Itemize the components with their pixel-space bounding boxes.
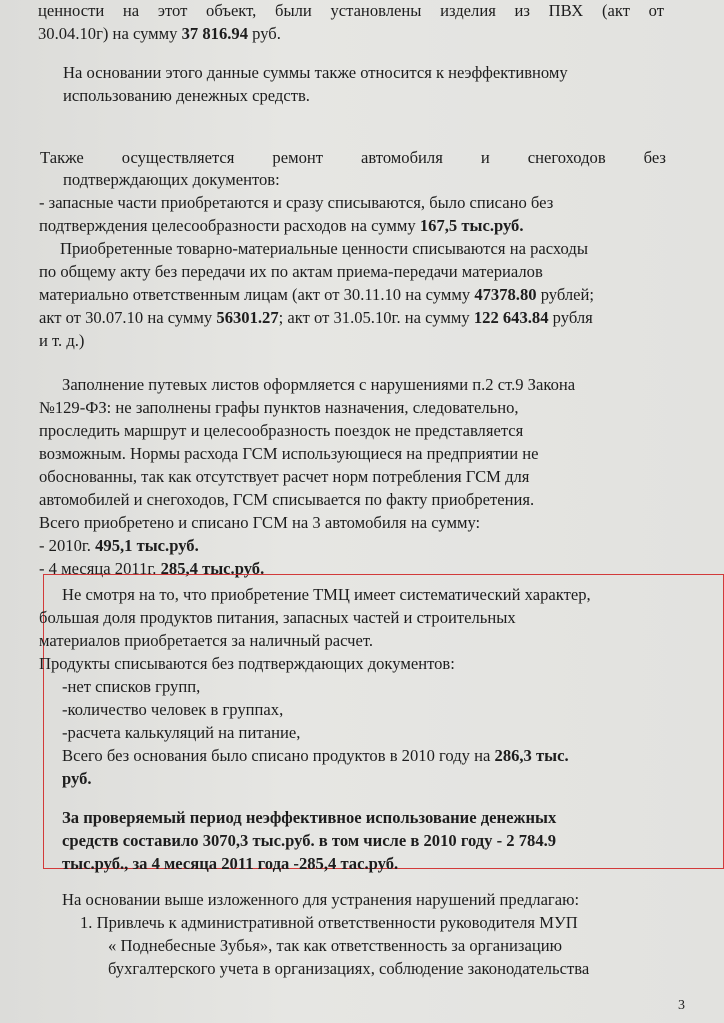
text-line: « Поднебесные Зубья», так как ответственность за организацию bbox=[108, 936, 562, 955]
summary-line: средств составило 3070,3 тыс.руб. в том числе в 2010 году - 2 784.9 bbox=[62, 831, 557, 850]
text-line bbox=[38, 3, 664, 20]
text-line: Всего без основания было списано продуктов в 2010 году на 286,3 тыс. bbox=[62, 746, 569, 765]
word: ценности bbox=[38, 1, 105, 20]
word: без bbox=[643, 148, 666, 167]
text-line: использованию денежных средств. bbox=[63, 86, 310, 105]
text-line: проследить маршрут и целесообразность поездок не представляется bbox=[39, 421, 524, 440]
word: из bbox=[514, 1, 530, 20]
text-line: - запасные части приобретаются и сразу списываются, было списано без bbox=[39, 193, 554, 212]
word: автомобиля bbox=[361, 148, 443, 167]
word: объект, bbox=[206, 1, 257, 20]
word: и bbox=[480, 148, 490, 167]
word: снегоходов bbox=[527, 148, 606, 167]
text-line: большая доля продуктов питания, запасных частей и строительных bbox=[39, 608, 516, 627]
text-line: подтверждающих документов: bbox=[63, 170, 280, 189]
text-line: бухгалтерского учета в организациях, соблюдение законодательства bbox=[108, 959, 590, 978]
word: изделия bbox=[440, 1, 496, 20]
word: этот bbox=[157, 1, 188, 20]
text-line: Всего приобретено и списано ГСМ на 3 автомобиля на сумму: bbox=[39, 513, 481, 532]
list-item: -количество человек в группах, bbox=[62, 700, 284, 719]
word: были bbox=[275, 1, 312, 20]
text-line: по общему акту без передачи их по актам приема-передачи материалов bbox=[39, 262, 543, 281]
text-line: - 2010г. 495,1 тыс.руб. bbox=[39, 536, 199, 555]
text-line: №129-ФЗ: не заполнены графы пунктов назначения, следовательно, bbox=[39, 398, 519, 417]
summary-line: тыс.руб., за 4 месяца 2011 года -285,4 тас.руб. bbox=[62, 854, 399, 873]
amount: 286,3 тыс. bbox=[494, 746, 569, 765]
word: (акт bbox=[601, 1, 630, 20]
text-line: возможным. Нормы расхода ГСМ использующиеся на предприятии не bbox=[39, 444, 539, 463]
word: ремонт bbox=[272, 148, 324, 167]
text-line bbox=[40, 150, 666, 167]
amount: 56301.27 bbox=[216, 308, 279, 327]
text-line: 30.04.10г) на сумму 37 816.94 руб. bbox=[38, 24, 281, 43]
amount: 47378.80 bbox=[474, 285, 537, 304]
text-line: руб. bbox=[62, 769, 92, 788]
word: ПВХ bbox=[548, 1, 584, 20]
amount: 122 643.84 bbox=[473, 308, 549, 327]
word: от bbox=[648, 1, 664, 20]
text-line: На основании этого данные суммы также относится к неэффективному bbox=[63, 63, 568, 82]
amount: 285,4 тыс.руб. bbox=[160, 559, 265, 578]
text-line: автомобилей и снегоходов, ГСМ списывается по факту приобретения. bbox=[39, 490, 535, 509]
amount: 495,1 тыс.руб. bbox=[95, 536, 199, 555]
summary-line: За проверяемый период неэффективное использование денежных bbox=[62, 808, 557, 827]
text-line: акт от 30.07.10 на сумму 56301.27; акт от 31.05.10г. на сумму 122 643.84 рубля bbox=[39, 308, 593, 327]
word: осуществляется bbox=[121, 148, 235, 167]
text-line: Заполнение путевых листов оформляется с нарушениями п.2 ст.9 Закона bbox=[62, 375, 576, 394]
text-line: Продукты списываются без подтверждающих документов: bbox=[39, 654, 455, 673]
word: Также bbox=[40, 148, 84, 167]
text-line: материально ответственным лицам (акт от 30.11.10 на сумму 47378.80 рублей; bbox=[39, 285, 595, 304]
page-number: 3 bbox=[678, 998, 685, 1013]
list-item: -расчета калькуляций на питание, bbox=[62, 723, 301, 742]
text-line: - 4 месяца 2011г. 285,4 тыс.руб. bbox=[39, 559, 265, 578]
word: на bbox=[122, 1, 140, 20]
text-line: подтверждения целесообразности расходов на сумму 167,5 тыс.руб. bbox=[39, 216, 524, 235]
list-item: -нет списков групп, bbox=[62, 677, 201, 696]
word: установлены bbox=[330, 1, 422, 20]
text-line: обоснованны, так как отсутствует расчет норм потребления ГСМ для bbox=[39, 467, 530, 486]
amount: 37 816.94 bbox=[181, 24, 248, 43]
text-line: Приобретенные товарно-материальные ценности списываются на расходы bbox=[60, 239, 588, 258]
text-line: материалов приобретается за наличный расчет. bbox=[39, 631, 374, 650]
text-line: и т. д.) bbox=[39, 331, 85, 350]
text-line: На основании выше изложенного для устранения нарушений предлагаю: bbox=[62, 890, 580, 909]
amount: 167,5 тыс.руб. bbox=[419, 216, 524, 235]
text-line: Не смотря на то, что приобретение ТМЦ имеет систематический характер, bbox=[62, 585, 591, 604]
list-item: 1. Привлечь к административной ответственности руководителя МУП bbox=[80, 913, 578, 932]
